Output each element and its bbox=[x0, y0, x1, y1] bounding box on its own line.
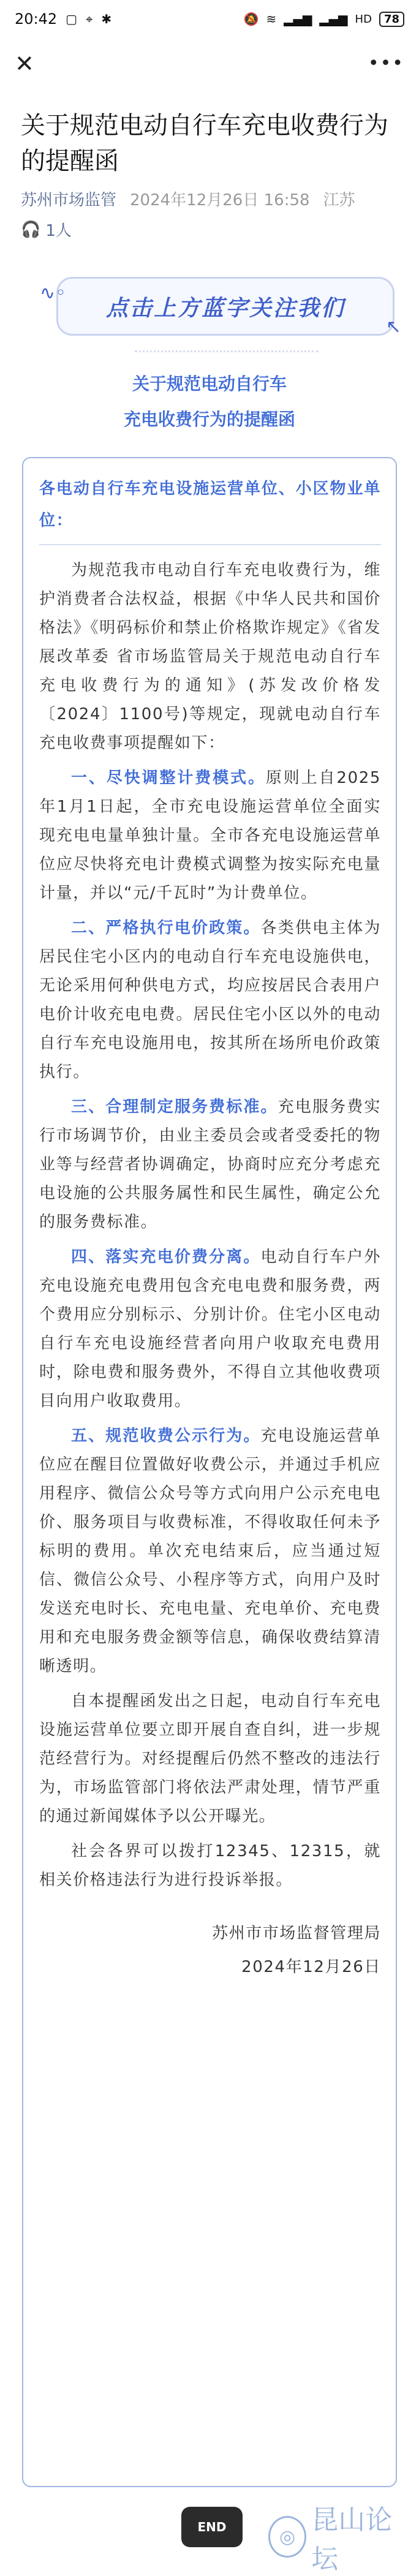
top-nav bbox=[0, 38, 419, 89]
letter-signature: 苏州市市场监督管理局 bbox=[211, 1924, 381, 1943]
swirl-icon: ∿◦ bbox=[40, 282, 66, 304]
status-right bbox=[244, 12, 404, 27]
more-icon[interactable]: ••• bbox=[368, 53, 404, 74]
headphone-icon: 🎧 bbox=[21, 220, 41, 239]
signal-icon: ▂▄▆ bbox=[284, 12, 312, 26]
section-2-body: 各类供电主体为居民住宅小区内的电动自行车充电设施供电，无论采用何种供电方式，均应按居民合表用户电价计收充电电费。居民住宅小区以外的电动自行车充电设施用电，按其所在场所电价政策执行。 bbox=[39, 919, 381, 1081]
location-icon: ⌖ bbox=[86, 12, 93, 26]
closing-paragraph-1: 自本提醒函发出之日起，电动自行车充电设施运营单位要立即开展自查自纠，进一步规范经营行为。对经提醒后仍然不整改的违法行为，市场监管部门将依法严肃处理，情节严重的通过新闻媒体予以公开曝光。 bbox=[39, 1692, 381, 1826]
status-bar bbox=[0, 0, 419, 38]
closing-paragraph-2: 社会各界可以拨打12345、12315，就相关价格违法行为进行投诉举报。 bbox=[39, 1842, 381, 1889]
battery-indicator: 78 bbox=[379, 12, 404, 27]
signal-icon: ▂▄▆ bbox=[319, 12, 348, 26]
close-icon[interactable]: ✕ bbox=[15, 50, 34, 77]
end-label: END bbox=[181, 2507, 243, 2547]
letter-salutation: 各电动自行车充电设施运营单位、小区物业单位： bbox=[39, 473, 381, 545]
follow-banner-text: 点击上方蓝字关注我们 bbox=[105, 295, 345, 321]
end-mark bbox=[181, 2507, 243, 2550]
publish-region: 江苏 bbox=[323, 191, 355, 210]
subtitle-line-1: 关于规范电动自行车 bbox=[132, 374, 287, 394]
section-2 bbox=[39, 914, 381, 1087]
subtitle-line-2: 充电收费行为的提醒函 bbox=[123, 409, 295, 429]
notification-icon: ▢ bbox=[66, 12, 78, 26]
watermark-text: 昆山论坛 bbox=[311, 2504, 393, 2575]
status-left bbox=[15, 10, 111, 28]
banner-divider bbox=[135, 334, 319, 352]
publish-datetime: 2024年12月26日 16:58 bbox=[130, 191, 310, 210]
section-4 bbox=[39, 1243, 381, 1416]
section-4-heading: 四、落实充电价费分离。 bbox=[71, 1248, 261, 1266]
author-link[interactable]: 苏州市场监管 bbox=[21, 191, 117, 210]
letter-date: 2024年12月26日 bbox=[241, 1958, 381, 1976]
listen-count-text: 1人 bbox=[45, 222, 72, 240]
section-1-body: 原则上自2025年1月1日起，全市充电设施运营单位全面实现充电电量单独计量。全市各充电设施运营单位应尽快将充电计费模式调整为按实际充电量计量，并以“元/千瓦时”为计费单位。 bbox=[39, 769, 381, 902]
article-meta bbox=[21, 187, 401, 210]
listen-count[interactable] bbox=[21, 218, 72, 241]
article-title: 关于规范电动自行车充电收费行为的提醒函 bbox=[21, 111, 388, 175]
section-5 bbox=[39, 1422, 381, 1681]
clock: 20:42 bbox=[15, 10, 58, 28]
mute-icon: 🔕 bbox=[243, 12, 259, 26]
section-2-heading: 二、严格执行电价政策。 bbox=[71, 919, 261, 937]
section-5-heading: 五、规范收费公示行为。 bbox=[71, 1427, 261, 1445]
forum-logo-icon: ◎ bbox=[268, 2516, 306, 2558]
watermark bbox=[268, 2504, 409, 2575]
section-3 bbox=[39, 1093, 381, 1237]
bluetooth-icon: ✱ bbox=[101, 12, 112, 26]
section-5-body: 充电设施运营单位应在醒目位置做好收费公示，并通过手机应用程序、微信公众号等方式向用户公示充电电价、服务项目与收费标准，不得收取任何未予标明的费用。单次充电结束后，应当通过短信、微信公众号、小程序等方式，向用户及时发送充电时长、充电电量、充电单价、充电费用和充电服务费金额等信息，确保收费结算清晰透明。 bbox=[39, 1427, 381, 1675]
letter-card bbox=[22, 457, 397, 2487]
section-3-body: 充电服务费实行市场调节价，由业主委员会或者受委托的物业等与经营者协调确定，协商时应充分考虑充电设施的公共服务属性和民生属性，确定公允的服务费标准。 bbox=[39, 1098, 381, 1231]
network-type: HD bbox=[355, 12, 372, 26]
section-1 bbox=[39, 764, 381, 908]
wifi-icon: ≋ bbox=[266, 12, 277, 26]
section-3-heading: 三、合理制定服务费标准。 bbox=[71, 1098, 278, 1116]
letter-subtitle bbox=[0, 366, 419, 437]
section-4-body: 电动自行车户外充电设施充电费用包含充电电费和服务费，两个费用应分别标示、分别计价。住宅小区电动自行车充电设施经营者向用户收取充电费用时，除电费和服务费外，不得自立其他收费项目向用户收取费用。 bbox=[39, 1248, 381, 1410]
section-1-heading: 一、尽快调整计费模式。 bbox=[71, 769, 266, 787]
letter-intro: 为规范我市电动自行车充电收费行为，维护消费者合法权益，根据《中华人民共和国价格法》《明码标价和禁止价格欺诈规定》《省发展改革委 省市场监管局关于规范电动自行车充电收费行为的通知》(苏发改价格发〔2024〕1100号)等规定，现就电动自行车充电收费事项提醒如下： bbox=[39, 561, 381, 752]
follow-banner[interactable] bbox=[40, 277, 401, 338]
cursor-icon: ↖ bbox=[385, 316, 401, 338]
